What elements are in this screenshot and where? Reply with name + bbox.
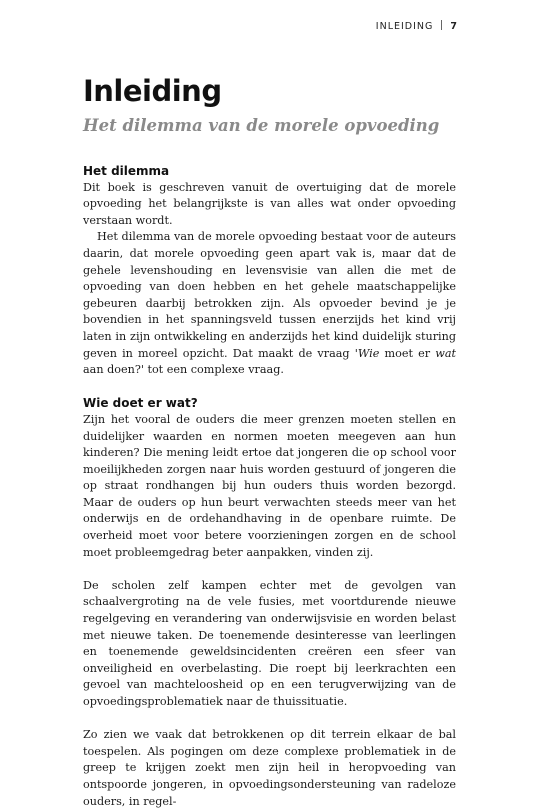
body-text xyxy=(83,163,456,810)
running-title: INLEIDING xyxy=(375,21,434,32)
running-header xyxy=(376,20,458,32)
paragraph: Zijn het vooral de ouders die meer grenzen moeten stellen en duidelijker waarden en normen moeten meegeven aan hun kinderen? Die mening leidt ertoe dat jongeren die op school voor moeilijkheden zorgen naar huis worden gestuurd of jongeren die op straat rondhangen bij hun ouders thuis worden bezorgd. Maar de ouders op hun beurt verwachten steeds meer van het onderwijs en de ordehandhaving in de openbare ruimte. De overheid moet voor betere voorzieningen zorgen en de school moet probleemgedrag beter aanpakken, vinden zij. xyxy=(83,412,456,559)
section-heading: Wie doet er wat? xyxy=(83,396,198,411)
chapter-subtitle: Het dilemma van de morele opvoeding xyxy=(83,116,440,135)
page-number: 7 xyxy=(450,21,458,32)
paragraph: De scholen zelf kampen echter met de gevolgen van schaalvergroting na de vele fusies, met voortdurende nieuwe regelgeving en verandering van onderwijsvisie en worden belast met nieuwe taken. De toenemende desinteresse van leerlingen en toenemende geweldsincidenten creëren een sfeer van onveiligheid en overbelasting. Die roept bij leerkrachten een gevoel van machteloosheid op en een terugverwijzing van de opvoedingsproblematiek naar de thuissituatie. xyxy=(83,578,456,708)
header-divider xyxy=(441,20,442,30)
section-heading: Het dilemma xyxy=(83,164,170,178)
chapter-title: Inleiding xyxy=(83,74,222,108)
paragraph: Zo zien we vaak dat betrokkenen op dit terrein elkaar de bal toespelen. Als pogingen om deze complexe problematiek in de greep te krijgen zoekt men zijn heil in heropvoeding van ontspoorde jongeren, in opvoedingsondersteuning van radeloze ouders, in regel- xyxy=(83,728,456,808)
paragraph: Het dilemma van de morele opvoeding bestaat voor de auteurs daarin, dat morele opvoeding geen apart vak is, maar dat de gehele levenshouding en levensvisie van allen die met de opvoeding van doen hebben en het gehele maatschappelijke gebeuren daarbij betrokken zijn. Als opvoeder bevind je je bovendien in het spanningsveld tussen enerzijds het kind vrij laten in zijn ontwikkeling en anderzijds het kind duidelijk sturing geven in moreel opzicht. Dat maakt de vraag 'Wie moet er wat aan doen?' tot een complexe vraag. xyxy=(83,230,456,377)
paragraph: Dit boek is geschreven vanuit de overtuiging dat de morele opvoeding het belangrijkste is van alles wat onder opvoeding verstaan wordt. xyxy=(83,180,456,227)
